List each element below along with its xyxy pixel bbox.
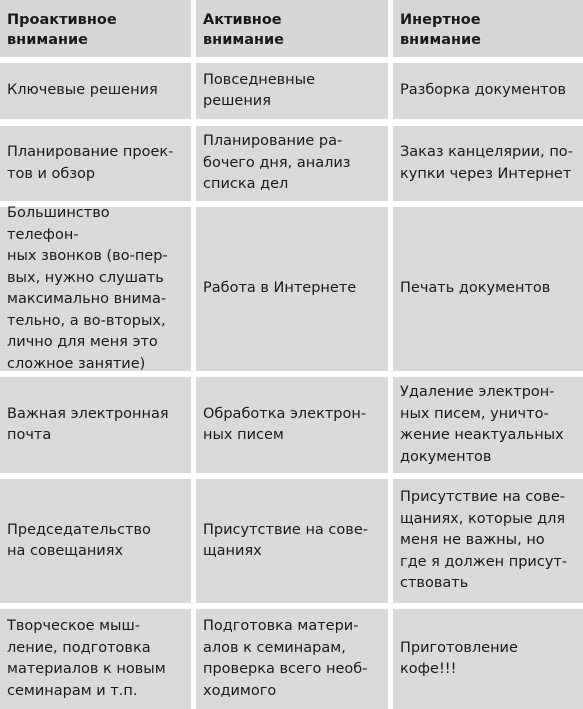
table-row: [0, 126, 583, 201]
header-inert: Инертное внимание: [393, 0, 583, 57]
table-row: [0, 479, 583, 603]
cell-proactive: Важная электронная почта: [0, 377, 191, 473]
cell-inert: Приготовление кофе!!!: [393, 609, 583, 709]
table-row: [0, 207, 583, 371]
cell-proactive: Председательство на совещаниях: [0, 479, 191, 603]
table-row: [0, 377, 583, 473]
cell-active: Подготовка матери- алов к семинарам, проверка всего необ- ходимого: [196, 609, 388, 709]
cell-inert: Удаление электрон- ных писем, уничто- жение неактуальных документов: [393, 377, 583, 473]
cell-active: Повседневные решения: [196, 63, 388, 119]
cell-proactive: Творческое мыш- ление, подготовка материалов к новым семинарам и т.п.: [0, 609, 191, 709]
cell-inert: Присутствие на сове- щаниях, которые для меня не важны, но где я должен присут- ствовать: [393, 479, 583, 603]
cell-proactive: Ключевые решения: [0, 63, 191, 119]
table-row: [0, 609, 583, 709]
cell-active: Работа в Интернете: [196, 207, 388, 371]
header-proactive: Проактивное внимание: [0, 0, 191, 57]
cell-active: Обработка электрон- ных писем: [196, 377, 388, 473]
header-row: [0, 0, 583, 57]
cell-inert: Печать документов: [393, 207, 583, 371]
table-row: [0, 63, 583, 119]
cell-active: Присутствие на сове- щаниях: [196, 479, 388, 603]
cell-inert: Заказ канцелярии, по- купки через Интернет: [393, 126, 583, 201]
cell-proactive: Планирование проек- тов и обзор: [0, 126, 191, 201]
cell-inert: Разборка документов: [393, 63, 583, 119]
cell-active: Планирование ра- бочего дня, анализ списка дел: [196, 126, 388, 201]
cell-proactive: Большинство телефон- ных звонков (во-пер- вых, нужно слушать максимально внима- тельно, а во-вторых, лично для меня это сложное занятие): [0, 207, 191, 371]
header-active: Активное внимание: [196, 0, 388, 57]
